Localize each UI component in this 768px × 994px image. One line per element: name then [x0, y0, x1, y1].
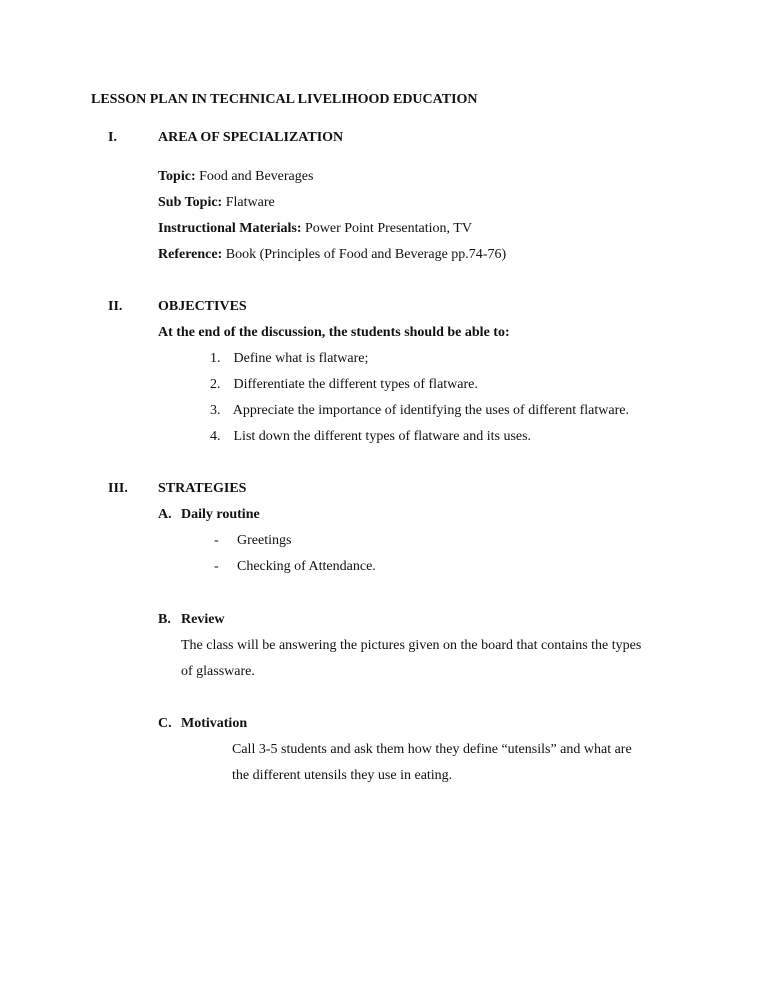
- objective-item: [210, 404, 629, 418]
- objective-text: Appreciate the importance of identifying the uses of different flatware.: [232, 403, 629, 418]
- routine-item: Greetings: [237, 533, 292, 548]
- reference-value: Book (Principles of Food and Beverage pp.74-76): [225, 247, 507, 262]
- objective-text: List down the different types of flatware and its uses.: [233, 429, 532, 444]
- subtopic-line: [158, 196, 275, 210]
- review-text-line: of glassware.: [181, 664, 255, 679]
- subsection-b-label: B.: [158, 612, 171, 627]
- objective-item: [210, 430, 531, 444]
- objective-item: [210, 352, 368, 366]
- subsection-b-heading: Review: [181, 612, 225, 627]
- objective-number: 1.: [210, 351, 221, 366]
- reference-label: Reference:: [158, 247, 223, 262]
- objective-number: 4.: [210, 429, 221, 444]
- materials-line: [158, 222, 472, 236]
- objective-text: Define what is flatware;: [233, 351, 369, 366]
- review-text-line: The class will be answering the pictures given on the board that contains the types: [181, 638, 642, 653]
- topic-value: Food and Beverages: [199, 169, 314, 184]
- materials-value: Power Point Presentation, TV: [304, 221, 472, 236]
- objective-number: 3.: [210, 403, 221, 418]
- section-1-heading: AREA OF SPECIALIZATION: [158, 130, 344, 145]
- routine-bullet: -: [214, 533, 219, 548]
- section-3-numeral: III.: [108, 481, 128, 496]
- section-2-heading: OBJECTIVES: [158, 299, 247, 314]
- document-title: LESSON PLAN IN TECHNICAL LIVELIHOOD EDUCATION: [91, 92, 478, 107]
- motivation-text-line: Call 3-5 students and ask them how they define “utensils” and what are: [232, 742, 632, 757]
- materials-label: Instructional Materials:: [158, 221, 302, 236]
- routine-item: Checking of Attendance.: [237, 559, 376, 574]
- subtopic-label: Sub Topic:: [158, 195, 223, 210]
- subsection-a-heading: Daily routine: [181, 507, 260, 522]
- subsection-a-label: A.: [158, 507, 172, 522]
- objective-item: [210, 378, 478, 392]
- section-2-numeral: II.: [108, 299, 123, 314]
- topic-line: [158, 170, 313, 184]
- objective-text: Differentiate the different types of flatware.: [233, 377, 478, 392]
- subtopic-value: Flatware: [225, 195, 275, 210]
- topic-label: Topic:: [158, 169, 196, 184]
- objective-number: 2.: [210, 377, 221, 392]
- objectives-intro: At the end of the discussion, the students should be able to:: [158, 325, 510, 340]
- reference-line: [158, 248, 506, 262]
- section-3-heading: STRATEGIES: [158, 481, 247, 496]
- subsection-c-label: C.: [158, 716, 172, 731]
- subsection-c-heading: Motivation: [181, 716, 248, 731]
- routine-bullet: -: [214, 559, 219, 574]
- section-1-numeral: I.: [108, 130, 117, 145]
- motivation-text-line: the different utensils they use in eating.: [232, 768, 453, 783]
